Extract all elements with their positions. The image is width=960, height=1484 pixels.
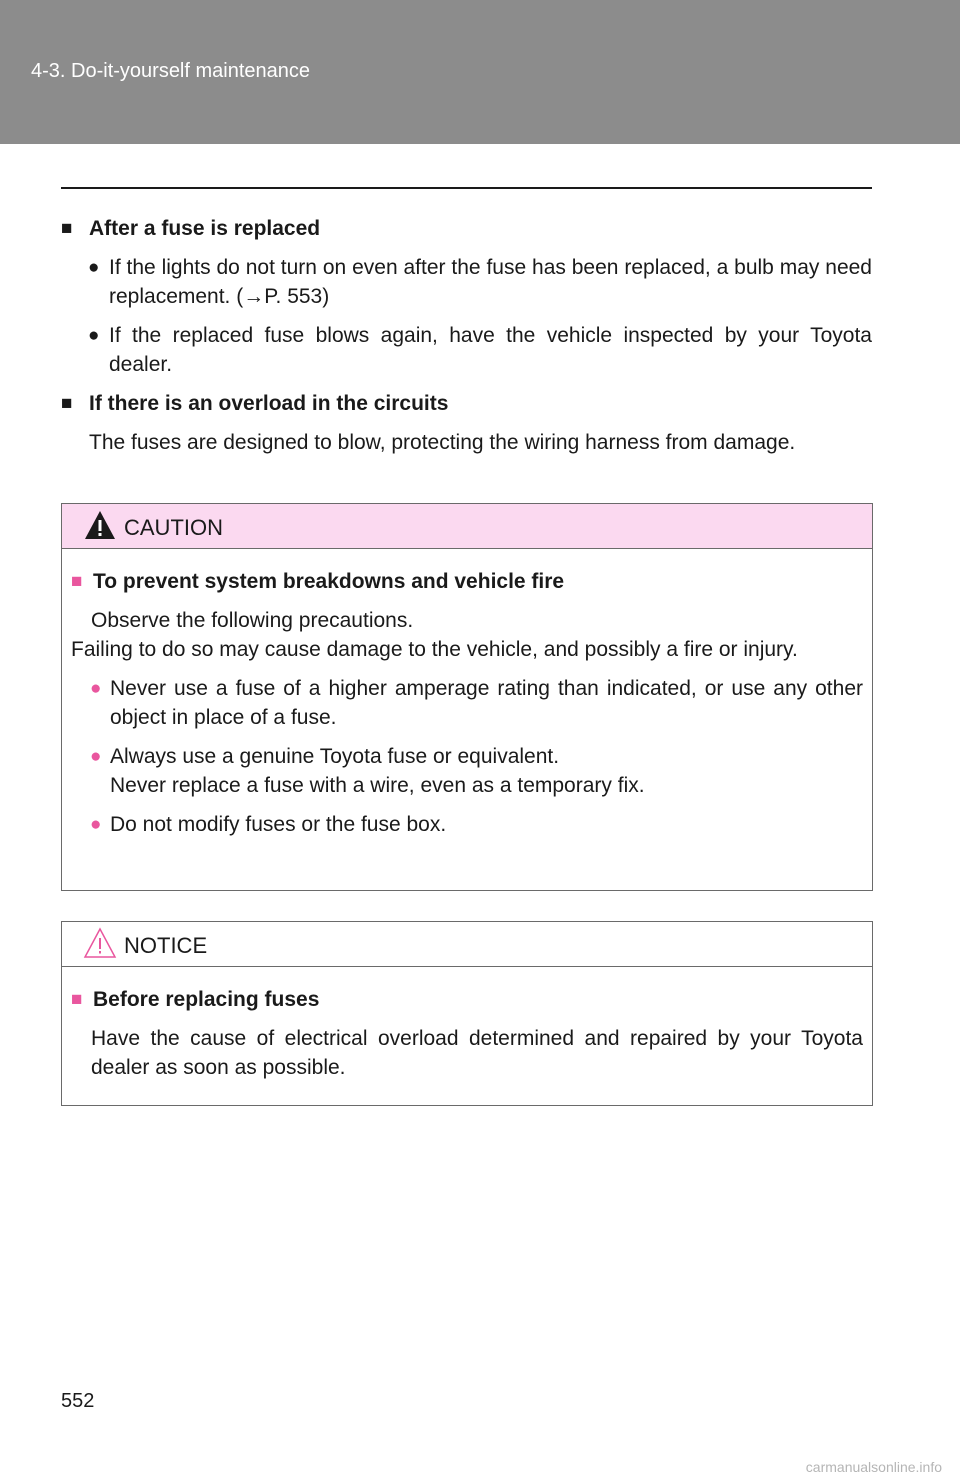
heading-text: Before replacing fuses (93, 988, 320, 1011)
page-header (0, 0, 960, 144)
caution-header (62, 504, 872, 549)
circle-bullet-icon: ● (88, 325, 100, 346)
heading-text: If there is an overload in the circuits (89, 392, 449, 415)
section-heading (61, 389, 872, 418)
paragraph: Failing to do so may cause damage to the vehicle, and possibly a fire or injury. (71, 638, 798, 661)
page-number: 552 (61, 1390, 95, 1412)
list-item (61, 253, 872, 311)
list-item-text: Never use a fuse of a higher amperage rating than indicated, or use any other object in place of a fuse. (110, 677, 863, 729)
caution-heading (71, 567, 863, 596)
list-item-text: Always use a genuine Toyota fuse or equivalent. (110, 745, 560, 768)
section-heading (61, 214, 872, 243)
caution-body (62, 549, 872, 861)
list-item (71, 810, 863, 839)
notice-box (61, 921, 873, 1106)
circle-bullet-icon: ● (90, 746, 102, 767)
heading-text: After a fuse is replaced (89, 217, 321, 240)
caution-label: CAUTION (124, 515, 223, 540)
section-title: 4-3. Do-it-yourself maintenance (31, 60, 311, 82)
notice-body (62, 967, 872, 1104)
list-item (71, 674, 863, 732)
paragraph: Observe the following precautions. (91, 609, 414, 632)
notice-heading (71, 985, 863, 1014)
circle-bullet-icon: ● (88, 257, 100, 278)
footer-watermark: carmanualsonline.info (805, 1459, 942, 1475)
warning-outline-icon (83, 927, 117, 959)
paragraph: Have the cause of electrical overload determined and repaired by your Toyota dealer as soon as possible. (91, 1027, 863, 1079)
square-bullet-icon: ■ (71, 989, 83, 1010)
circle-bullet-icon: ● (90, 678, 102, 699)
divider (61, 187, 872, 189)
list-item (71, 742, 863, 800)
main-content (61, 214, 872, 467)
square-bullet-icon: ■ (61, 393, 73, 414)
list-item-text: If the lights do not turn on even after the fuse has been replaced, a bulb may need replacement. (→P. 553) (109, 256, 872, 308)
paragraph: The fuses are designed to blow, protecting the wiring harness from damage. (89, 431, 796, 454)
list-item (61, 321, 872, 379)
circle-bullet-icon: ● (90, 814, 102, 835)
square-bullet-icon: ■ (71, 571, 83, 592)
warning-triangle-icon (83, 509, 117, 541)
list-item-text: Do not modify fuses or the fuse box. (110, 813, 447, 836)
notice-label: NOTICE (124, 933, 208, 958)
square-bullet-icon: ■ (61, 218, 73, 239)
heading-text: To prevent system breakdowns and vehicle fire (93, 570, 565, 593)
list-item-text: If the replaced fuse blows again, have the vehicle inspected by your Toyota dealer. (109, 324, 872, 376)
notice-header (62, 922, 872, 967)
caution-box (61, 503, 873, 891)
list-item-text: Never replace a fuse with a wire, even as a temporary fix. (110, 774, 645, 797)
